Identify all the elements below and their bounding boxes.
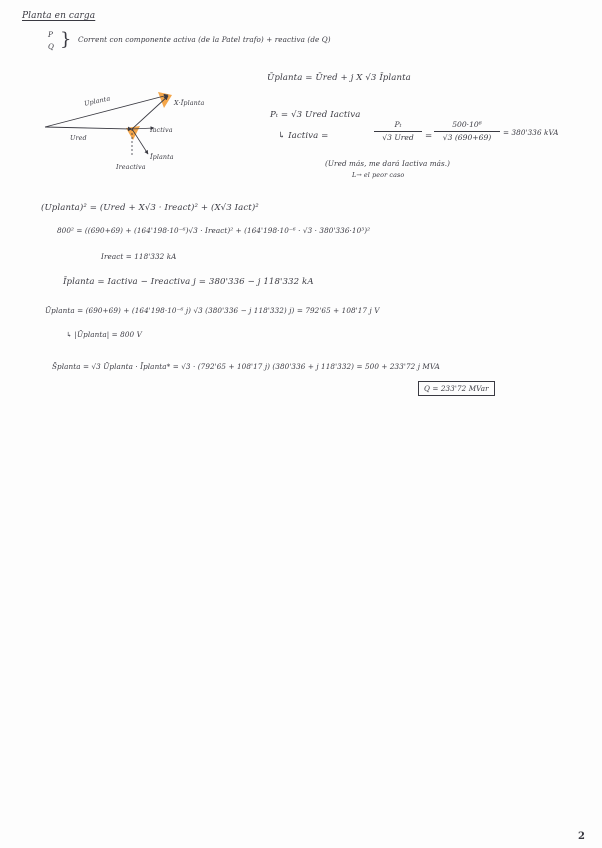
label-iplanta: Īplanta bbox=[150, 153, 174, 161]
eq-iactiva-lhs: ↳ Iactiva = bbox=[278, 131, 329, 141]
fraction-bar bbox=[374, 131, 422, 132]
label-ured: Ured bbox=[70, 134, 87, 142]
fraction-denominator: √3 Ured bbox=[382, 133, 414, 142]
eq-800-squared: 800² = ((690+69) + (164'198·10⁻⁶)√3 · Ireact)² + (164'198·10⁻⁶ · √3 · 380'336·10³)² bbox=[57, 226, 371, 235]
pq-letter-p: P bbox=[48, 30, 53, 39]
page-number: 2 bbox=[578, 831, 586, 842]
eq-uplanta-modulus: ↳ |Ūplanta| = 800 V bbox=[66, 330, 142, 339]
curly-brace: } bbox=[60, 29, 72, 50]
eq-iplanta: Īplanta = Iactiva − Ireactiva j = 380'336 − j 118'332 kA bbox=[63, 277, 314, 287]
label-iactiva: Iactiva bbox=[150, 126, 173, 134]
note-line-1: (Ured más, me dará Iactiva más.) bbox=[325, 159, 451, 168]
fraction-bar bbox=[434, 131, 500, 132]
eq-uplanta: Ūplanta = Ūred + j X √3 Īplanta bbox=[267, 73, 411, 83]
eq-iactiva-result: = 380'336 kVA bbox=[503, 128, 559, 137]
label-ireactiva: Ireactiva bbox=[116, 163, 146, 171]
fraction-pt-over-ured bbox=[374, 120, 422, 143]
ured-vector bbox=[45, 127, 132, 129]
pq-note: Corrent con componente activa (de la Patel trafo) + reactiva (de Q) bbox=[78, 35, 331, 44]
eq-modulus: (Uplanta)² = (Ured + X√3 · Ireact)² + (X√3 Iact)² bbox=[41, 203, 259, 213]
eq-splanta: S̄planta = √3 Ūplanta · Īplanta* = √3 · (792'65 + 108'17 j) (380'336 + j 118'332) = 500 + 233'72 j MVA bbox=[52, 362, 440, 371]
fraction-numerator: Pₜ bbox=[394, 120, 402, 129]
pq-letter-q: Q bbox=[48, 42, 54, 51]
section-title: Planta en carga bbox=[22, 11, 96, 21]
eq-uplanta-value: Ūplanta = (690+69) + (164'198·10⁻⁶ j) √3 (380'336 − j 118'332) j) = 792'65 + 108'17 j V bbox=[45, 306, 380, 315]
equals-sign: = bbox=[425, 131, 433, 141]
iplanta-vector bbox=[132, 129, 148, 154]
fraction-numerator: 500·10⁶ bbox=[452, 120, 482, 129]
fraction-denominator: √3 (690+69) bbox=[442, 133, 492, 142]
label-uplanta: Uplanta bbox=[83, 94, 111, 108]
highlight-angle-top bbox=[158, 92, 172, 108]
eq-pt: Pₜ = √3 Ured Iactiva bbox=[270, 110, 361, 120]
q-result-box: Q = 233'72 MVar bbox=[418, 381, 495, 396]
label-xi: X·Īplanta bbox=[174, 99, 205, 107]
fraction-numeric bbox=[434, 120, 500, 143]
eq-ireact: Ireact = 118'332 kA bbox=[101, 252, 177, 261]
note-line-2: L→ el peor caso bbox=[352, 171, 405, 179]
